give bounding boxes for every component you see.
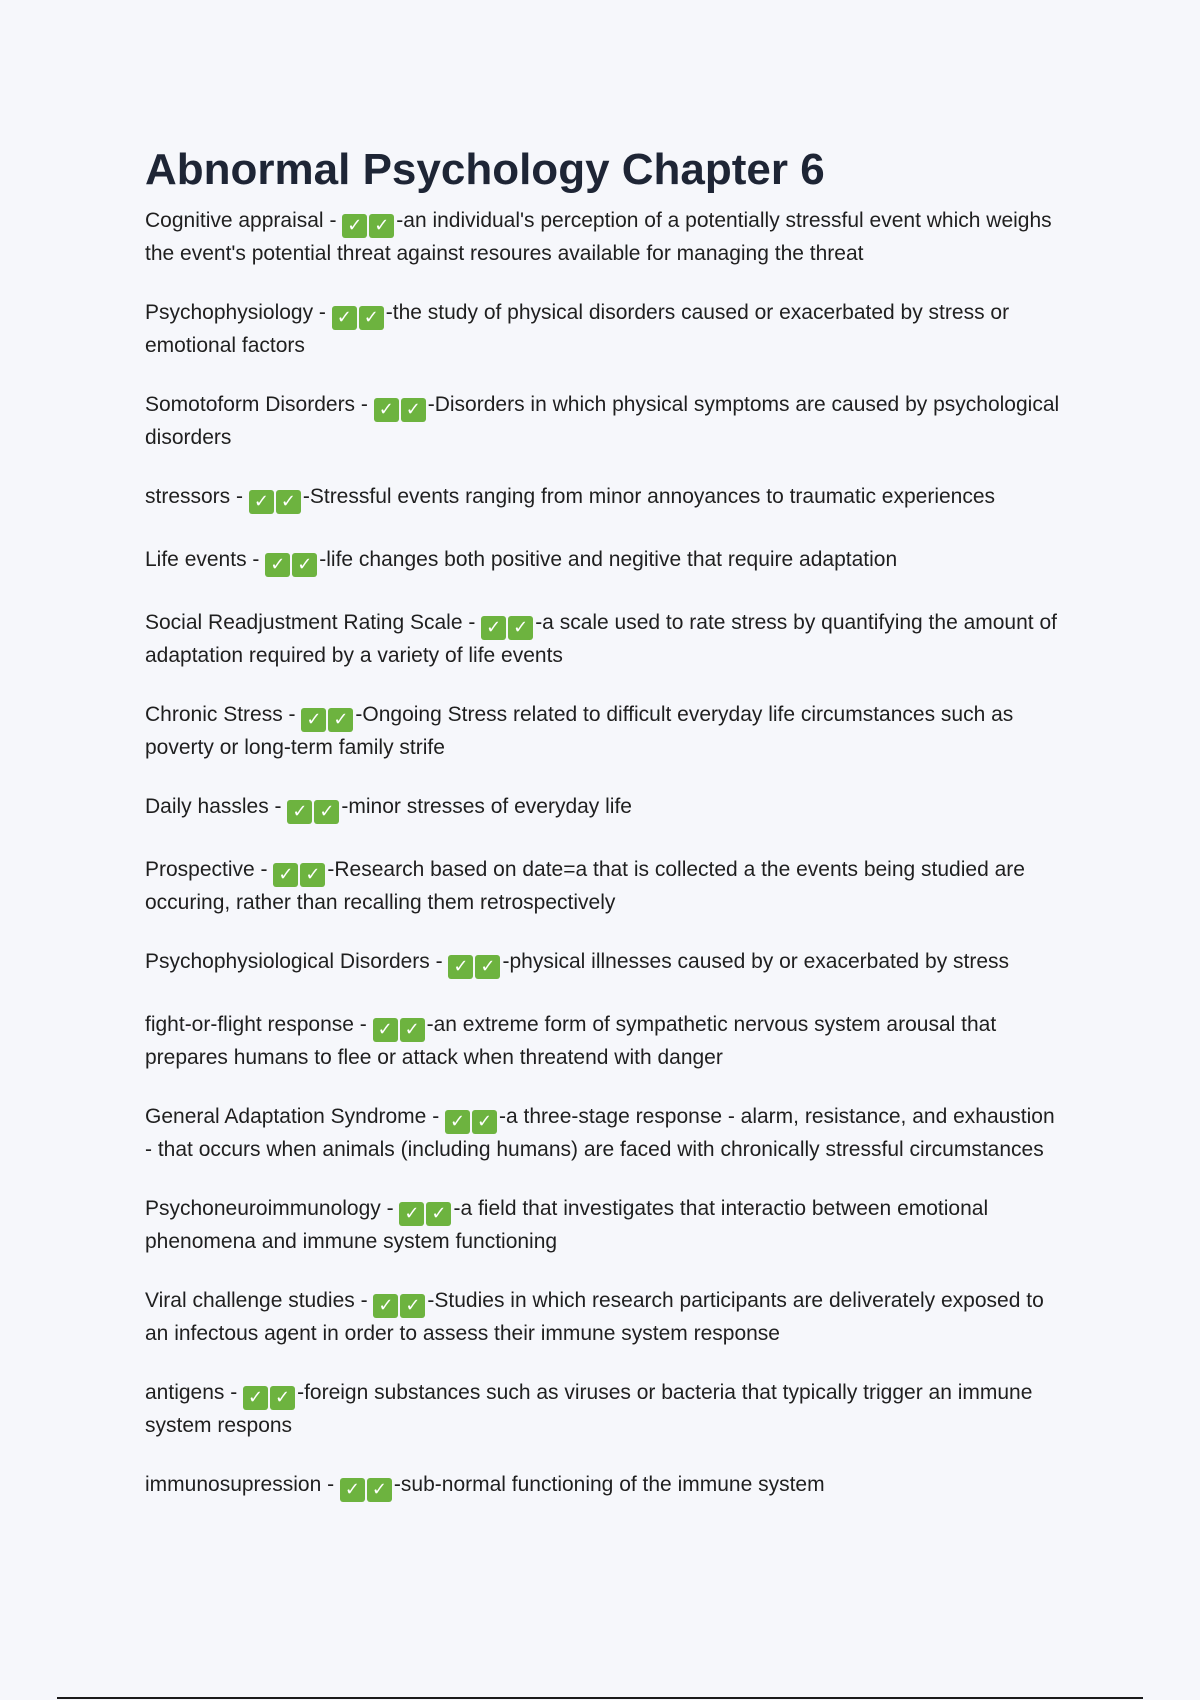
flashcard-entry: Chronic Stress - ✓ ✓ -Ongoing Stress related to difficult everyday life circumstances such as poverty or long-term family strife: [145, 703, 1014, 759]
check-mark-icon: ✓: [314, 800, 339, 824]
check-mark-icon: ✓: [332, 306, 357, 330]
check-mark-pair: [249, 486, 303, 515]
check-mark-icon: ✓: [472, 1110, 497, 1134]
document-title: Abnormal Psychology Chapter 6: [145, 145, 825, 194]
flashcard-entry: Cognitive appraisal - ✓ ✓ -an individual's perception of a potentially stressful event which weighs the event's potential threat against resoures available for managing the threat: [145, 209, 1052, 265]
check-mark-icon: ✓: [475, 955, 500, 979]
entry-definition: -physical illnesses caused by or exacerbated by stress: [502, 950, 1010, 973]
entry-term: Psychophysiology: [145, 301, 314, 324]
flashcard-entry: Psychophysiological Disorders - ✓ ✓ -physical illnesses caused by or exacerbated by stress: [145, 947, 1065, 980]
check-mark-icon: ✓: [300, 863, 325, 887]
entry-term: Psychoneuroimmunology: [145, 1197, 381, 1220]
entry-definition: -life changes both positive and negitive that require adaptation: [319, 548, 898, 571]
check-mark-icon: ✓: [265, 553, 290, 577]
check-mark-pair: [332, 302, 386, 331]
flashcard-entry: Prospective - ✓ ✓ -Research based on date=a that is collected a the events being studied are occuring, rather than recalling them retrospectively: [145, 858, 1025, 914]
check-mark-icon: ✓: [273, 863, 298, 887]
check-mark-icon: ✓: [400, 1294, 425, 1318]
entry-definition: -foreign substances such as viruses or bacteria that typically trigger an immune system respons: [145, 1381, 1033, 1437]
entry-definition: -Ongoing Stress related to difficult everyday life circumstances such as poverty or long-term family strife: [145, 703, 1014, 759]
flashcard-entry: Psychoneuroimmunology - ✓ ✓ -a field that investigates that interactio between emotional phenomena and immune system functioning: [145, 1197, 989, 1253]
flashcard-entry: Social Readjustment Rating Scale - ✓ ✓ -a scale used to rate stress by quantifying the amount of adaptation required by a variety of life events: [145, 611, 1057, 667]
check-mark-pair: [342, 210, 396, 239]
check-mark-icon: ✓: [301, 708, 326, 732]
check-mark-pair: [448, 951, 502, 980]
check-mark-pair: [445, 1106, 499, 1135]
check-mark-icon: ✓: [481, 616, 506, 640]
check-mark-pair: [287, 796, 341, 825]
flashcard-entry: immunosupression - ✓ ✓ -sub-normal functioning of the immune system: [145, 1470, 1065, 1503]
entry-definition: -a three-stage response - alarm, resistance, and exhaustion - that occurs when animals (including humans) are faced with chronically stressful circumstances: [145, 1105, 1055, 1161]
entry-term: fight-or-flight response: [145, 1013, 354, 1036]
check-mark-icon: ✓: [373, 1294, 398, 1318]
entry-definition: -sub-normal functioning of the immune system: [393, 1473, 825, 1496]
entry-term: Cognitive appraisal: [145, 209, 324, 232]
check-mark-pair: [301, 704, 355, 733]
check-mark-icon: ✓: [276, 490, 301, 514]
check-mark-icon: ✓: [401, 398, 426, 422]
entry-definition: -an individual's perception of a potentially stressful event which weighs the event's potential threat against resoures available for managing the threat: [145, 209, 1052, 265]
check-mark-pair: [373, 1290, 427, 1319]
check-mark-icon: ✓: [342, 214, 367, 238]
check-mark-icon: ✓: [367, 1478, 392, 1502]
check-mark-pair: [481, 612, 535, 641]
check-mark-icon: ✓: [328, 708, 353, 732]
entry-definition: -a scale used to rate stress by quantifying the amount of adaptation required by a variety of life events: [145, 611, 1057, 667]
entry-definition: -Stressful events ranging from minor annoyances to traumatic experiences: [302, 485, 996, 508]
entry-definition: -a field that investigates that interactio between emotional phenomena and immune system functioning: [145, 1197, 989, 1253]
entry-term: Life events: [145, 548, 247, 571]
flashcard-entry: Daily hassles - ✓ ✓ -minor stresses of everyday life: [145, 792, 1065, 825]
entry-term: Prospective: [145, 858, 255, 881]
flashcard-entry: Viral challenge studies - ✓ ✓ -Studies in which research participants are deliverately exposed to an infectous agent in order to assess their immune system response: [145, 1289, 1044, 1345]
check-mark-pair: [340, 1474, 394, 1503]
entry-term: General Adaptation Syndrome: [145, 1105, 427, 1128]
flashcard-entry: Somotoform Disorders - ✓ ✓ -Disorders in which physical symptoms are caused by psychological disorders: [145, 393, 1060, 449]
entry-definition: -Research based on date=a that is collected a the events being studied are occuring, rather than recalling them retrospectively: [145, 858, 1025, 914]
check-mark-pair: [399, 1198, 453, 1227]
check-mark-pair: [273, 859, 327, 888]
entry-term: Daily hassles: [145, 795, 269, 818]
flashcard-entry: General Adaptation Syndrome - ✓ ✓ -a three-stage response - alarm, resistance, and exhaustion - that occurs when animals (including humans) are faced with chronically stressful circumstances: [145, 1105, 1055, 1161]
check-mark-icon: ✓: [399, 1202, 424, 1226]
entry-term: stressors: [145, 485, 231, 508]
check-mark-icon: ✓: [373, 1018, 398, 1042]
entry-definition: -an extreme form of sympathetic nervous system arousal that prepares humans to flee or attack when threatend with danger: [145, 1013, 997, 1069]
check-mark-icon: ✓: [369, 214, 394, 238]
flashcard-entry: Life events - ✓ ✓ -life changes both positive and negitive that require adaptation: [145, 545, 1065, 578]
check-mark-icon: ✓: [270, 1386, 295, 1410]
entry-term: Viral challenge studies: [145, 1289, 355, 1312]
entry-term: Chronic Stress: [145, 703, 283, 726]
entry-definition: -Disorders in which physical symptoms are caused by psychological disorders: [145, 393, 1060, 449]
check-mark-icon: ✓: [445, 1110, 470, 1134]
check-mark-icon: ✓: [292, 553, 317, 577]
flashcard-list: [145, 206, 1065, 1503]
check-mark-icon: ✓: [249, 490, 274, 514]
flashcard-entry: fight-or-flight response - ✓ ✓ -an extreme form of sympathetic nervous system arousal that prepares humans to flee or attack when threatend with danger: [145, 1013, 997, 1069]
bottom-divider: [57, 1697, 1143, 1699]
check-mark-icon: ✓: [243, 1386, 268, 1410]
flashcard-entry: antigens - ✓ ✓ -foreign substances such as viruses or bacteria that typically trigger an immune system respons: [145, 1381, 1033, 1437]
check-mark-pair: [373, 1014, 427, 1043]
entry-term: immunosupression: [145, 1473, 322, 1496]
entry-term: antigens: [145, 1381, 225, 1404]
entry-definition: -minor stresses of everyday life: [341, 795, 632, 818]
check-mark-icon: ✓: [287, 800, 312, 824]
entry-definition: -Studies in which research participants are deliverately exposed to an infectous agent in order to assess their immune system response: [145, 1289, 1044, 1345]
document-page: [145, 142, 1065, 1533]
check-mark-icon: ✓: [374, 398, 399, 422]
check-mark-icon: ✓: [400, 1018, 425, 1042]
entry-term: Psychophysiological Disorders: [145, 950, 430, 973]
check-mark-pair: [374, 394, 428, 423]
flashcard-entry: Psychophysiology - ✓ ✓ -the study of physical disorders caused or exacerbated by stress or emotional factors: [145, 301, 1010, 357]
check-mark-icon: ✓: [359, 306, 384, 330]
check-mark-icon: ✓: [448, 955, 473, 979]
entry-term: Somotoform Disorders: [145, 393, 356, 416]
entry-term: Social Readjustment Rating Scale: [145, 611, 463, 634]
check-mark-pair: [243, 1382, 297, 1411]
check-mark-icon: ✓: [426, 1202, 451, 1226]
check-mark-pair: [265, 549, 319, 578]
entry-definition: -the study of physical disorders caused or exacerbated by stress or emotional factors: [145, 301, 1010, 357]
check-mark-icon: ✓: [340, 1478, 365, 1502]
flashcard-entry: stressors - ✓ ✓ -Stressful events ranging from minor annoyances to traumatic experiences: [145, 482, 1065, 515]
check-mark-icon: ✓: [508, 616, 533, 640]
